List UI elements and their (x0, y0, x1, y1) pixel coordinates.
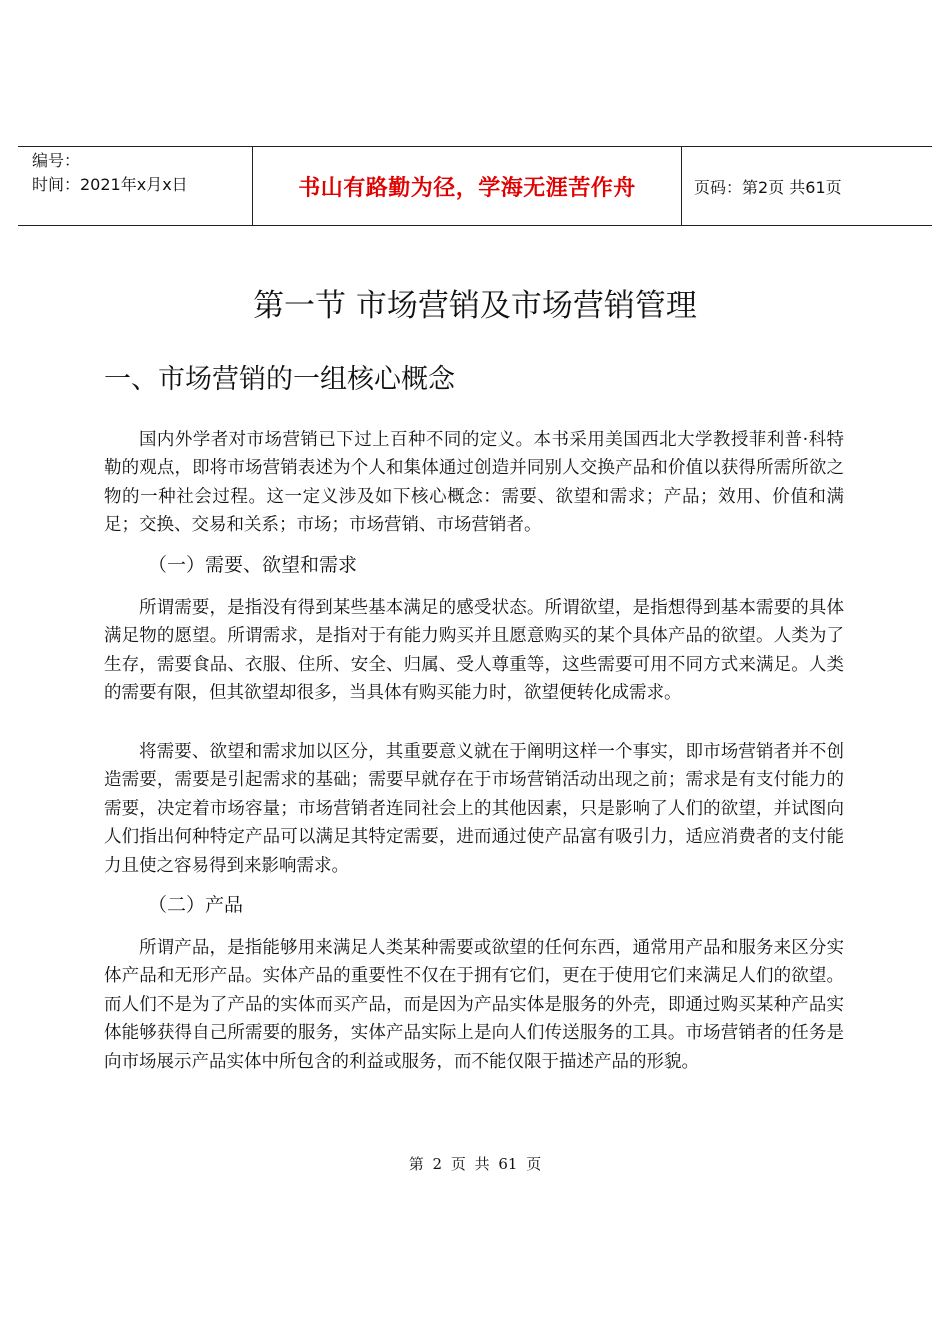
header-meta-cell (18, 147, 252, 225)
serial-label: 编号： (32, 151, 81, 170)
page-footer: 第 2 页 共 61 页 (408, 1155, 542, 1173)
paragraph-needs-distinction: 将需要、欲望和需求加以区分，其重要意义就在于阐明这样一个事实，即市场营销者并不创造需要，需要是引起需求的基础；需要早就存在于市场营销活动出现之前；需求是有支付能力的需要，决定着市场容量；市场营销者连同社会上的其他因素，只是影响了人们的欲望，并试图向人们指出何种特定产品可以满足其特定需要，进而通过使产品富有吸引力，适应消费者的支付能力且使之容易得到来影响需求。 (104, 742, 844, 876)
intro-paragraph: 国内外学者对市场营销已下过上百种不同的定义。本书采用美国西北大学教授菲利普·科特勒的观点，即将市场营销表述为个人和集体通过创造并同别人交换产品和价值以获得所需所欲之物的一种社会过程。这一定义涉及如下核心概念：需要、欲望和需求；产品；效用、价值和满足；交换、交易和关系；市场；市场营销、市场营销者。 (104, 430, 844, 536)
date-label: 时间：2021年x月x日 (32, 175, 188, 194)
page-info: 页码：第2页 共61页 (694, 177, 842, 197)
section-title: 一、市场营销的一组核心概念 (104, 364, 455, 395)
subsection-heading-product: （二）产品 (148, 894, 244, 916)
subsection-heading-needs: （一）需要、欲望和需求 (148, 554, 358, 576)
motto: 书山有路勤为径，学海无涯苦作舟 (252, 147, 682, 225)
document-header (18, 146, 932, 226)
paragraph-product-definition: 所谓产品，是指能够用来满足人类某种需要或欲望的任何东西，通常用产品和服务来区分实体产品和无形产品。实体产品的重要性不仅在于拥有它们，更在于使用它们来满足人们的欲望。而人们不是为了产品的实体而买产品，而是因为产品实体是服务的外壳，即通过购买某种产品实体能够获得自己所需要的服务，实体产品实际上是向人们传送服务的工具。市场营销者的任务是向市场展示产品实体中所包含的利益或服务，而不能仅限于描述产品的形貌。 (104, 938, 844, 1072)
paragraph-needs-definition: 所谓需要，是指没有得到某些基本满足的感受状态。所谓欲望，是指想得到基本需要的具体满足物的愿望。所谓需求，是指对于有能力购买并且愿意购买的某个具体产品的欲望。人类为了生存，需要食品、衣服、住所、安全、归属、受人尊重等，这些需要可用不同方式来满足。人类的需要有限，但其欲望却很多，当具体有购买能力时，欲望便转化成需求。 (104, 598, 844, 704)
page-title: 第一节 市场营销及市场营销管理 (253, 288, 697, 324)
